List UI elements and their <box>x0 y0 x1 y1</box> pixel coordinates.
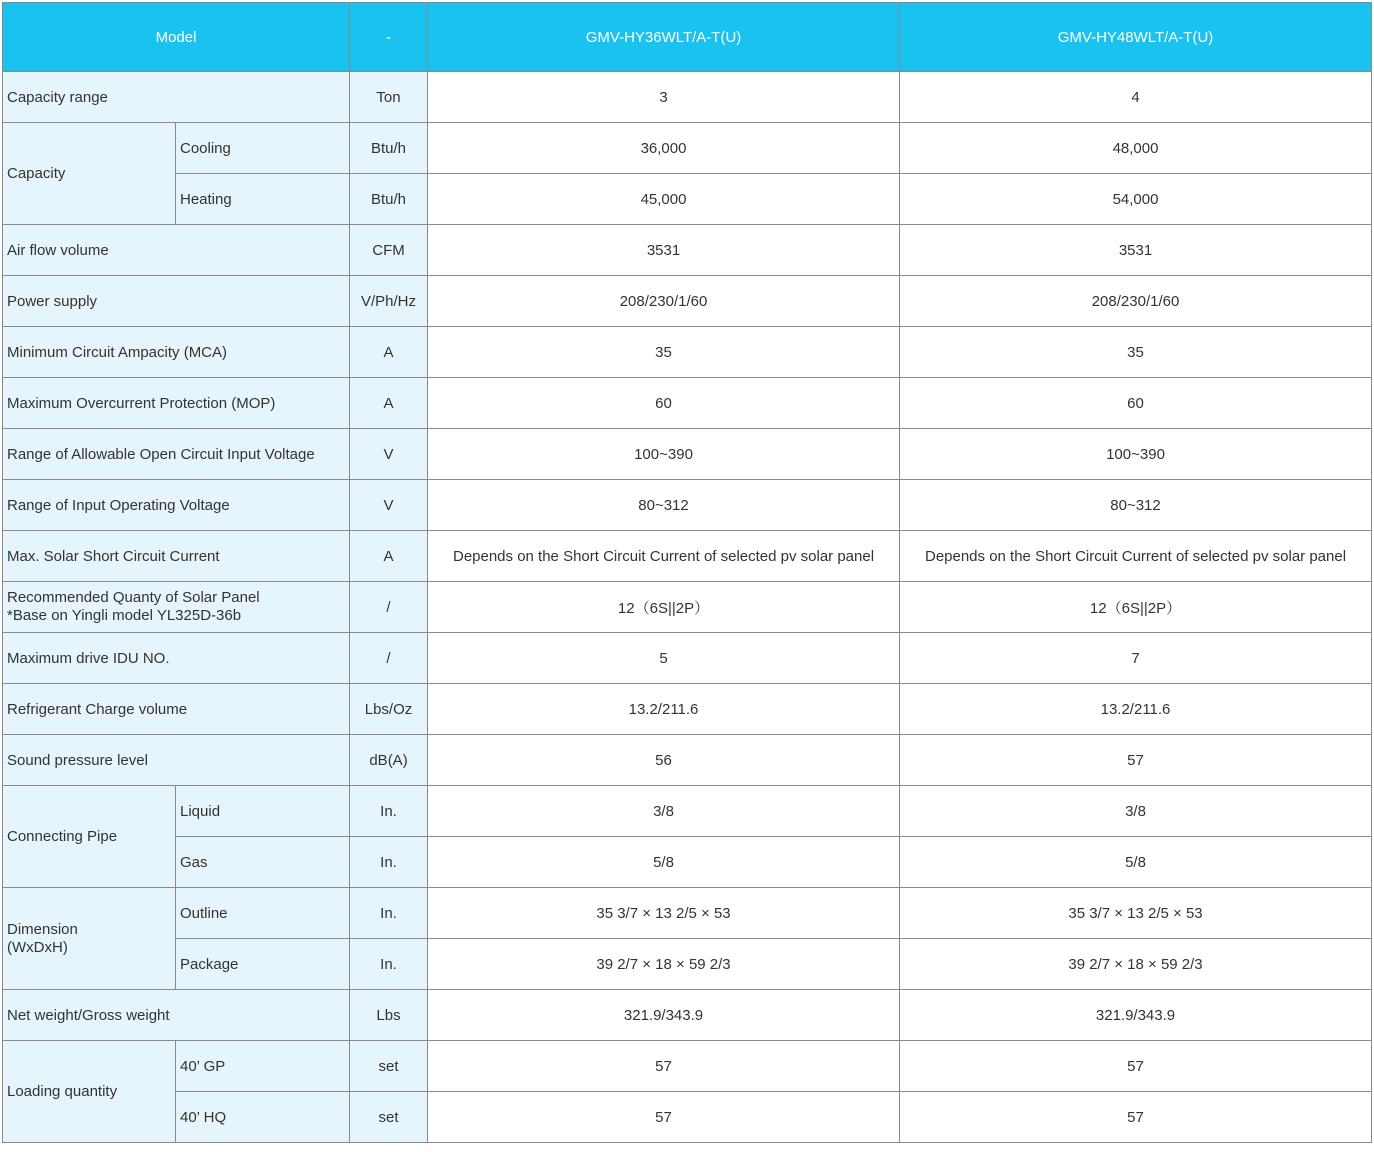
value-model-b: 12（6S||2P） <box>900 582 1372 633</box>
row-label: Max. Solar Short Circuit Current <box>3 531 350 582</box>
value-model-b: 60 <box>900 378 1372 429</box>
header-model: Model <box>3 3 350 72</box>
group-label: Capacity <box>3 123 176 225</box>
row-unit: A <box>350 378 428 429</box>
group-label: Loading quantity <box>3 1041 176 1143</box>
value-model-b: 57 <box>900 1092 1372 1143</box>
value-model-a: 36,000 <box>428 123 900 174</box>
row-label-line2: *Base on Yingli model YL325D-36b <box>7 607 242 624</box>
value-model-b: 5/8 <box>900 837 1372 888</box>
row-unit: / <box>350 582 428 633</box>
value-model-a: 57 <box>428 1092 900 1143</box>
row-unit: A <box>350 531 428 582</box>
table-row <box>3 72 1372 123</box>
value-model-a: 13.2/211.6 <box>428 684 900 735</box>
table-row <box>3 225 1372 276</box>
table-row <box>3 786 1372 837</box>
table-row <box>3 327 1372 378</box>
value-model-a: 3531 <box>428 225 900 276</box>
group-label <box>3 888 176 990</box>
row-sublabel: Package <box>176 939 350 990</box>
row-sublabel: 40’ HQ <box>176 1092 350 1143</box>
row-unit: Ton <box>350 72 428 123</box>
value-model-b: 4 <box>900 72 1372 123</box>
row-sublabel: Heating <box>176 174 350 225</box>
row-sublabel: Outline <box>176 888 350 939</box>
value-model-a: 35 <box>428 327 900 378</box>
value-model-a: 3/8 <box>428 786 900 837</box>
value-model-a: 12（6S||2P） <box>428 582 900 633</box>
table-row <box>3 1092 1372 1143</box>
row-label: Capacity range <box>3 72 350 123</box>
row-unit: set <box>350 1092 428 1143</box>
row-unit: In. <box>350 786 428 837</box>
table-row <box>3 939 1372 990</box>
row-unit: Btu/h <box>350 174 428 225</box>
value-model-b: 208/230/1/60 <box>900 276 1372 327</box>
header-row <box>3 3 1372 72</box>
row-unit: V <box>350 480 428 531</box>
group-label-line1: Dimension <box>7 920 78 938</box>
value-model-b: Depends on the Short Circuit Current of selected pv solar panel <box>900 531 1372 582</box>
value-model-a: Depends on the Short Circuit Current of selected pv solar panel <box>428 531 900 582</box>
value-model-b: 80~312 <box>900 480 1372 531</box>
value-model-a: 3 <box>428 72 900 123</box>
row-unit: / <box>350 633 428 684</box>
value-model-b: 57 <box>900 1041 1372 1092</box>
table-row <box>3 429 1372 480</box>
table-row <box>3 276 1372 327</box>
spec-table <box>2 2 1372 1143</box>
value-model-b: 321.9/343.9 <box>900 990 1372 1041</box>
value-model-b: 100~390 <box>900 429 1372 480</box>
value-model-a: 35 3/7 × 13 2/5 × 53 <box>428 888 900 939</box>
value-model-b: 39 2/7 × 18 × 59 2/3 <box>900 939 1372 990</box>
row-unit: In. <box>350 837 428 888</box>
value-model-a: 208/230/1/60 <box>428 276 900 327</box>
value-model-a: 5 <box>428 633 900 684</box>
value-model-b: 35 <box>900 327 1372 378</box>
table-row <box>3 684 1372 735</box>
row-label-line1: Recommended Quanty of Solar Panel <box>7 589 260 606</box>
value-model-a: 80~312 <box>428 480 900 531</box>
header-model-a: GMV-HY36WLT/A-T(U) <box>428 3 900 72</box>
table-row <box>3 480 1372 531</box>
header-unit: - <box>350 3 428 72</box>
value-model-b: 13.2/211.6 <box>900 684 1372 735</box>
value-model-a: 39 2/7 × 18 × 59 2/3 <box>428 939 900 990</box>
row-unit: V/Ph/Hz <box>350 276 428 327</box>
value-model-b: 54,000 <box>900 174 1372 225</box>
row-label: Power supply <box>3 276 350 327</box>
row-sublabel: 40’ GP <box>176 1041 350 1092</box>
row-unit: Lbs <box>350 990 428 1041</box>
table-row <box>3 123 1372 174</box>
row-label: Range of Input Operating Voltage <box>3 480 350 531</box>
value-model-b: 3531 <box>900 225 1372 276</box>
row-label: Range of Allowable Open Circuit Input Voltage <box>3 429 350 480</box>
row-label: Refrigerant Charge volume <box>3 684 350 735</box>
row-label: Net weight/Gross weight <box>3 990 350 1041</box>
value-model-b: 3/8 <box>900 786 1372 837</box>
table-row <box>3 735 1372 786</box>
row-label: Air flow volume <box>3 225 350 276</box>
table-row <box>3 1041 1372 1092</box>
row-label: Maximum drive IDU NO. <box>3 633 350 684</box>
value-model-a: 60 <box>428 378 900 429</box>
row-unit: CFM <box>350 225 428 276</box>
row-label: Minimum Circuit Ampacity (MCA) <box>3 327 350 378</box>
table-row <box>3 378 1372 429</box>
table-row <box>3 837 1372 888</box>
row-unit: In. <box>350 888 428 939</box>
row-sublabel: Gas <box>176 837 350 888</box>
row-unit: V <box>350 429 428 480</box>
table-row <box>3 582 1372 633</box>
row-unit: A <box>350 327 428 378</box>
value-model-b: 48,000 <box>900 123 1372 174</box>
header-model-b: GMV-HY48WLT/A-T(U) <box>900 3 1372 72</box>
table-row <box>3 633 1372 684</box>
row-sublabel: Cooling <box>176 123 350 174</box>
value-model-b: 35 3/7 × 13 2/5 × 53 <box>900 888 1372 939</box>
row-label: Maximum Overcurrent Protection (MOP) <box>3 378 350 429</box>
row-unit: In. <box>350 939 428 990</box>
row-unit: Btu/h <box>350 123 428 174</box>
row-sublabel: Liquid <box>176 786 350 837</box>
value-model-b: 57 <box>900 735 1372 786</box>
row-label <box>3 582 350 633</box>
value-model-a: 100~390 <box>428 429 900 480</box>
value-model-a: 5/8 <box>428 837 900 888</box>
value-model-b: 7 <box>900 633 1372 684</box>
row-unit: set <box>350 1041 428 1092</box>
value-model-a: 56 <box>428 735 900 786</box>
table-row <box>3 531 1372 582</box>
table-row <box>3 990 1372 1041</box>
value-model-a: 57 <box>428 1041 900 1092</box>
table-row <box>3 174 1372 225</box>
value-model-a: 321.9/343.9 <box>428 990 900 1041</box>
value-model-a: 45,000 <box>428 174 900 225</box>
group-label-line2: (WxDxH) <box>7 938 68 956</box>
row-label: Sound pressure level <box>3 735 350 786</box>
group-label: Connecting Pipe <box>3 786 176 888</box>
row-unit: dB(A) <box>350 735 428 786</box>
table-row <box>3 888 1372 939</box>
row-unit: Lbs/Oz <box>350 684 428 735</box>
